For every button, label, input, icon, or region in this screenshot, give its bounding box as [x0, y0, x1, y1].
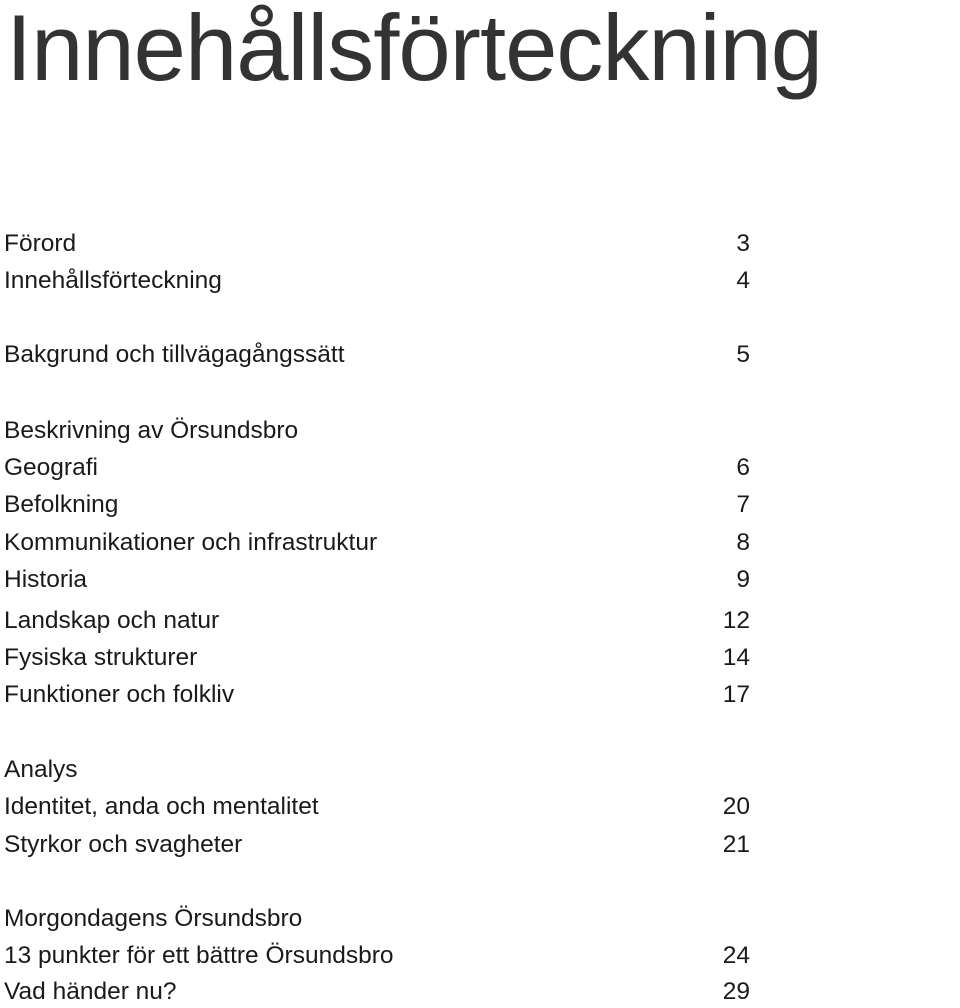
toc-entry-landskap[interactable]: [4, 605, 750, 637]
toc-entry-geografi[interactable]: [4, 452, 750, 484]
toc-entry-page: 21: [722, 831, 750, 858]
toc-entry-page: 24: [722, 942, 750, 969]
toc-entry-styrkor[interactable]: [4, 829, 750, 861]
toc-entry-page: 8: [736, 529, 750, 556]
toc-entry-label: 13 punkter för ett bättre Örsundsbro: [4, 942, 394, 969]
toc-entry-page: 4: [736, 267, 750, 294]
toc-entry-page: 7: [736, 491, 750, 518]
toc-entry-identitet[interactable]: [4, 791, 750, 823]
toc-entry-page: 3: [736, 230, 750, 257]
toc-entry-label: Styrkor och svagheter: [4, 831, 243, 858]
toc-entry-label: Bakgrund och tillvägagångssätt: [4, 341, 345, 368]
toc-entry-label: Befolkning: [4, 491, 119, 518]
toc-entry-page: 12: [722, 607, 750, 634]
toc-section-label: Morgondagens Örsundsbro: [4, 905, 303, 932]
toc-section-beskrivning[interactable]: [4, 415, 750, 447]
toc-entry-page: 5: [736, 341, 750, 368]
toc-entry-historia[interactable]: [4, 564, 750, 596]
toc-entry-fysiska-strukturer[interactable]: [4, 642, 750, 674]
toc-entry-page: 9: [736, 566, 750, 593]
toc-entry-bakgrund[interactable]: [4, 339, 750, 371]
toc-entry-page: 6: [736, 454, 750, 481]
toc-entry-forord[interactable]: [4, 228, 750, 260]
toc-entry-page: 29: [722, 978, 750, 1005]
toc-entry-label: Funktioner och folkliv: [4, 681, 235, 708]
toc-section-analys[interactable]: [4, 754, 750, 786]
toc-entry-label: Landskap och natur: [4, 607, 220, 634]
toc-entry-label: Kommunikationer och infrastruktur: [4, 529, 378, 556]
toc-entry-label: Fysiska strukturer: [4, 644, 198, 671]
toc-entry-page: 17: [722, 681, 750, 708]
toc-entry-page: 14: [722, 644, 750, 671]
toc-section-label: Beskrivning av Örsundsbro: [4, 417, 299, 444]
toc-entry-funktioner[interactable]: [4, 679, 750, 711]
page-title: Innehållsförteckning: [6, 0, 823, 100]
toc-entry-label: Geografi: [4, 454, 98, 481]
toc-entry-label: Historia: [4, 566, 88, 593]
toc-entry-label: Förord: [4, 230, 77, 257]
toc-entry-label: Innehållsförteckning: [4, 267, 222, 294]
toc-entry-label: Identitet, anda och mentalitet: [4, 793, 319, 820]
toc-entry-innehallsforteckning[interactable]: [4, 265, 750, 297]
toc-entry-13-punkter[interactable]: [4, 940, 750, 972]
toc-entry-vad-hander-nu[interactable]: [4, 976, 750, 1008]
toc-entry-kommunikationer[interactable]: [4, 527, 750, 559]
toc-entry-page: 20: [722, 793, 750, 820]
toc-section-label: Analys: [4, 756, 78, 783]
toc-section-morgondagens[interactable]: [4, 903, 750, 935]
toc-entry-label: Vad händer nu?: [4, 978, 177, 1005]
toc-entry-befolkning[interactable]: [4, 489, 750, 521]
